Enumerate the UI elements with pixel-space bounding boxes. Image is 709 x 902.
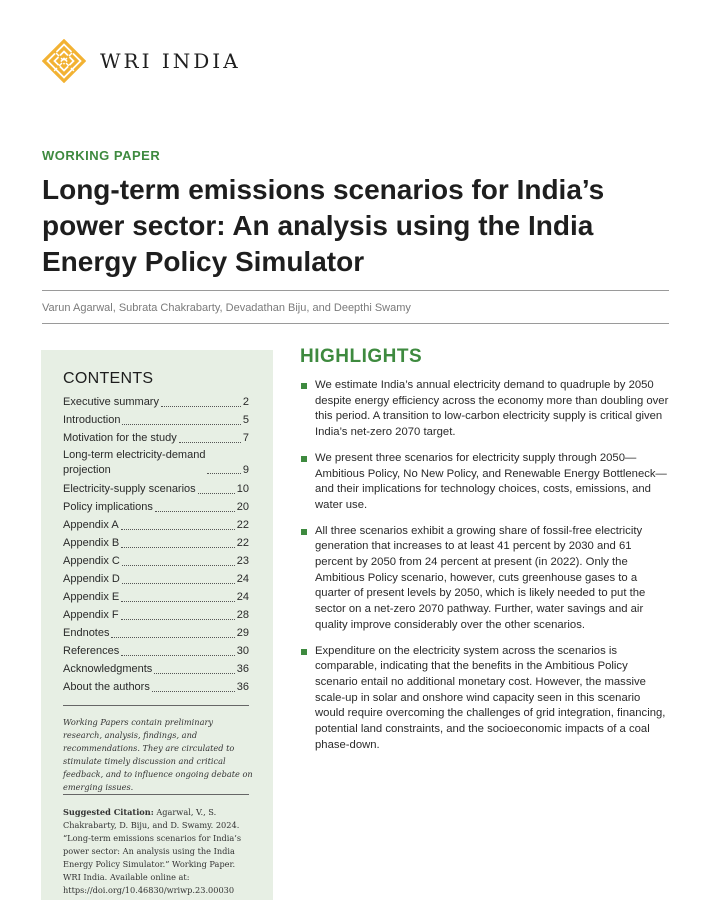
toc-item[interactable] (63, 429, 249, 447)
toc-item[interactable] (63, 588, 249, 606)
highlight-text: We present three scenarios for electricity supply through 2050—Ambitious Policy, No New Policy, and Renewable Energy Bottleneck—and their implications for technology choices, costs, emissions, and water use. (315, 451, 667, 511)
logo-text: WRI INDIA (100, 49, 241, 73)
table-of-contents (63, 393, 249, 696)
toc-item-page: 20 (236, 501, 249, 513)
working-paper-note: Working Papers contain preliminary research, analysis, findings, and recommendations. They are circulated to stimulate timely discussion and critical feedback, and to influence ongoing debate on emerging issues. (63, 717, 253, 792)
note-divider (63, 794, 249, 795)
toc-leader-dots (121, 529, 235, 530)
highlight-text: Expenditure on the electricity system across the scenarios is comparable, indicating that the benefits in the Ambitious Policy scenario entail no additional monetary cost. However, the massive scale-up in solar and onshore wind capacity seen in this scenario would require overcoming the challenges of grid integration, financing, potential land constraints, and the socioeconomic impacts of a coal phase-down. (315, 644, 666, 751)
page-title (42, 172, 662, 280)
highlight-text: We estimate India’s annual electricity demand to quadruple by 2050 despite energy efficiency across the economy more than doubling over this period. A transition to low-carbon electricity supply is critical given India’s net-zero 2070 target. (315, 379, 669, 439)
toc-item[interactable] (63, 498, 249, 516)
toc-item-page: 30 (236, 645, 249, 657)
toc-item-label: Policy implications (63, 501, 153, 513)
toc-leader-dots (111, 637, 234, 638)
toc-item-label: References (63, 645, 120, 657)
highlight-text: All three scenarios exhibit a growing share of fossil-free electricity generation that increases to at least 41 percent by 2030 and 61 percent by 2050 from 24 percent at present (in 2022). Only the Ambitious Policy scenario, however, cuts greenhouse gases to a quarter of present levels by 2050, which is likely needed to put the sector on a net-zero 2070 pathway. Further, water savings and air quality improve considerably over the other scenarios. (315, 524, 646, 631)
toc-leader-dots (121, 547, 234, 548)
toc-leader-dots (198, 493, 235, 494)
toc-item-page: 36 (236, 663, 249, 675)
toc-item-page: 23 (236, 555, 249, 567)
toc-item-label: Acknowledgments (63, 663, 153, 675)
document-type-label: WORKING PAPER (42, 148, 161, 163)
highlight-item (300, 451, 672, 514)
suggested-citation (63, 806, 255, 897)
toc-item[interactable] (63, 570, 249, 588)
toc-leader-dots (152, 691, 235, 692)
toc-item-label: Executive summary (63, 396, 159, 408)
toc-leader-dots (155, 511, 235, 512)
toc-leader-dots (122, 424, 240, 425)
toc-item[interactable] (63, 552, 249, 570)
toc-item[interactable] (63, 534, 249, 552)
toc-item-label: Electricity-supply scenarios (63, 483, 196, 495)
square-bullet-icon (301, 383, 307, 389)
woven-diamond-logo-icon (42, 39, 86, 83)
toc-item[interactable] (63, 678, 249, 696)
toc-item-page: 29 (236, 627, 249, 639)
toc-item-page: 28 (236, 609, 249, 621)
title-line-2: power sector: An analysis using the India (42, 210, 594, 241)
toc-item-page: 2 (242, 396, 249, 408)
toc-item-page: 10 (236, 483, 249, 495)
toc-item-label: About the authors (63, 681, 150, 693)
toc-item[interactable] (63, 480, 249, 498)
citation-label: Suggested Citation: (63, 807, 154, 817)
toc-item-label: Appendix B (63, 537, 120, 549)
toc-item-label: Appendix D (63, 573, 120, 585)
toc-item-label: Appendix F (63, 609, 119, 621)
toc-item-label: Appendix E (63, 591, 120, 603)
square-bullet-icon (301, 529, 307, 535)
toc-item[interactable] (63, 393, 249, 411)
toc-leader-dots (207, 473, 240, 474)
highlights-list (300, 378, 672, 763)
toc-item-label: Endnotes (63, 627, 110, 639)
toc-item[interactable] (63, 642, 249, 660)
toc-leader-dots (161, 406, 241, 407)
toc-item-label: Appendix C (63, 555, 120, 567)
toc-item-page: 24 (236, 591, 249, 603)
toc-item[interactable] (63, 660, 249, 678)
toc-leader-dots (121, 601, 234, 602)
toc-item[interactable] (63, 624, 249, 642)
square-bullet-icon (301, 456, 307, 462)
toc-item-page: 9 (242, 464, 249, 476)
toc-leader-dots (121, 655, 234, 656)
toc-leader-dots (122, 565, 235, 566)
title-line-3: Energy Policy Simulator (42, 246, 365, 277)
toc-leader-dots (122, 583, 235, 584)
highlight-item (300, 644, 672, 754)
toc-item-page: 22 (236, 537, 249, 549)
title-divider (42, 290, 669, 291)
toc-leader-dots (121, 619, 235, 620)
toc-item[interactable] (63, 516, 249, 534)
contents-title: CONTENTS (63, 370, 154, 387)
highlight-item (300, 378, 672, 441)
toc-leader-dots (179, 442, 241, 443)
highlight-item (300, 524, 672, 634)
toc-item[interactable] (63, 447, 249, 480)
toc-item-label: Introduction (63, 414, 121, 426)
citation-text: Agarwal, V., S. Chakrabarty, D. Biju, and D. Swamy. 2024. “Long-term emissions scenarios for India’s power sector: An analysis using the India Energy Policy Simulator.” Working Paper. WRI India. Available online at: https://doi.org/10.46830/wriwp.23.00030 (63, 807, 242, 895)
contents-divider (63, 705, 249, 706)
toc-item-page: 5 (242, 414, 249, 426)
authors: Varun Agarwal, Subrata Chakrabarty, Devadathan Biju, and Deepthi Swamy (42, 302, 411, 314)
toc-item-label: Appendix A (63, 519, 119, 531)
wri-logo (42, 40, 241, 82)
toc-item-page: 7 (242, 432, 249, 444)
toc-leader-dots (154, 673, 234, 674)
toc-item-label: Long-term electricity-demand projection (63, 449, 206, 476)
title-line-1: Long-term emissions scenarios for India’s (42, 174, 605, 205)
authors-divider (42, 323, 669, 324)
toc-item-label: Motivation for the study (63, 432, 177, 444)
toc-item-page: 24 (236, 573, 249, 585)
highlights-title: HIGHLIGHTS (300, 346, 423, 367)
toc-item-page: 22 (236, 519, 249, 531)
toc-item[interactable] (63, 606, 249, 624)
square-bullet-icon (301, 649, 307, 655)
toc-item-page: 36 (236, 681, 249, 693)
toc-item[interactable] (63, 411, 249, 429)
contents-panel (41, 350, 273, 900)
